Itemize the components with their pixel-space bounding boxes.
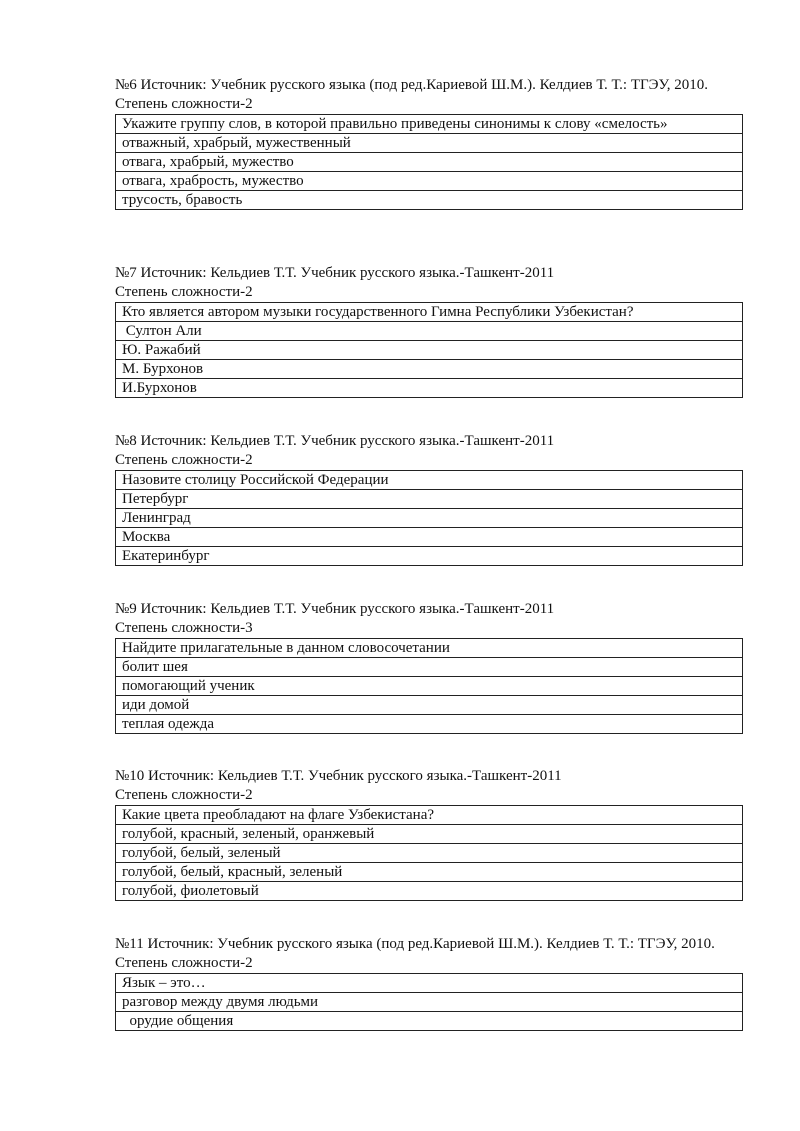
question-table: [115, 114, 743, 210]
question-source: №7 Источник: Кельдиев Т.Т. Учебник русского языка.-Ташкент-2011: [115, 265, 555, 281]
answer-option: отважный, храбрый, мужественный: [116, 134, 743, 153]
answer-option: Ленинград: [116, 509, 743, 528]
answer-option: разговор между двумя людьми: [116, 993, 743, 1012]
difficulty-level: Степень сложности-2: [115, 96, 253, 112]
answer-option: голубой, белый, зеленый: [116, 844, 743, 863]
question-table: [115, 973, 743, 1031]
difficulty-level: Степень сложности-2: [115, 284, 253, 300]
answer-option: Москва: [116, 528, 743, 547]
question-block-7: [115, 264, 743, 398]
question-text: Какие цвета преобладают на флаге Узбекистана?: [116, 806, 743, 825]
question-table: [115, 302, 743, 398]
question-text: Найдите прилагательные в данном словосочетании: [116, 639, 743, 658]
question-source: №9 Источник: Кельдиев Т.Т. Учебник русского языка.-Ташкент-2011: [115, 601, 555, 617]
question-text: Язык – это…: [116, 974, 743, 993]
answer-option: помогающий ученик: [116, 677, 743, 696]
difficulty-level: Степень сложности-2: [115, 452, 253, 468]
answer-option: орудие общения: [116, 1012, 743, 1031]
difficulty-level: Степень сложности-2: [115, 955, 253, 971]
question-source: №8 Источник: Кельдиев Т.Т. Учебник русского языка.-Ташкент-2011: [115, 433, 555, 449]
answer-option: отвага, храбрость, мужество: [116, 172, 743, 191]
answer-option: Петербург: [116, 490, 743, 509]
question-text: Кто является автором музыки государственного Гимна Республики Узбекистан?: [116, 303, 743, 322]
question-source: №6 Источник: Учебник русского языка (под ред.Кариевой Ш.М.). Келдиев Т. Т.: ТГЭУ, 2010.: [115, 77, 708, 93]
answer-option: Екатеринбург: [116, 547, 743, 566]
answer-option: иди домой: [116, 696, 743, 715]
question-table: [115, 470, 743, 566]
question-table: [115, 638, 743, 734]
question-block-8: [115, 432, 743, 566]
difficulty-level: Степень сложности-2: [115, 787, 253, 803]
answer-option: теплая одежда: [116, 715, 743, 734]
question-source: №11 Источник: Учебник русского языка (под ред.Кариевой Ш.М.). Келдиев Т. Т.: ТГЭУ, 2010.: [115, 936, 715, 952]
question-block-10: [115, 767, 743, 901]
question-source: №10 Источник: Кельдиев Т.Т. Учебник русского языка.-Ташкент-2011: [115, 768, 562, 784]
difficulty-level: Степень сложности-3: [115, 620, 253, 636]
answer-option: Ю. Ражабий: [116, 341, 743, 360]
question-text: Назовите столицу Российской Федерации: [116, 471, 743, 490]
question-text: Укажите группу слов, в которой правильно приведены синонимы к слову «смелость»: [116, 115, 743, 134]
answer-option: трусость, бравость: [116, 191, 743, 210]
answer-option: голубой, фиолетовый: [116, 882, 743, 901]
answer-option: Султон Али: [116, 322, 743, 341]
question-block-9: [115, 600, 743, 734]
answer-option: отвага, храбрый, мужество: [116, 153, 743, 172]
answer-option: голубой, красный, зеленый, оранжевый: [116, 825, 743, 844]
answer-option: болит шея: [116, 658, 743, 677]
answer-option: голубой, белый, красный, зеленый: [116, 863, 743, 882]
question-block-11: [115, 935, 743, 1031]
question-block-6: [115, 76, 743, 210]
answer-option: М. Бурхонов: [116, 360, 743, 379]
question-table: [115, 805, 743, 901]
answer-option: И.Бурхонов: [116, 379, 743, 398]
